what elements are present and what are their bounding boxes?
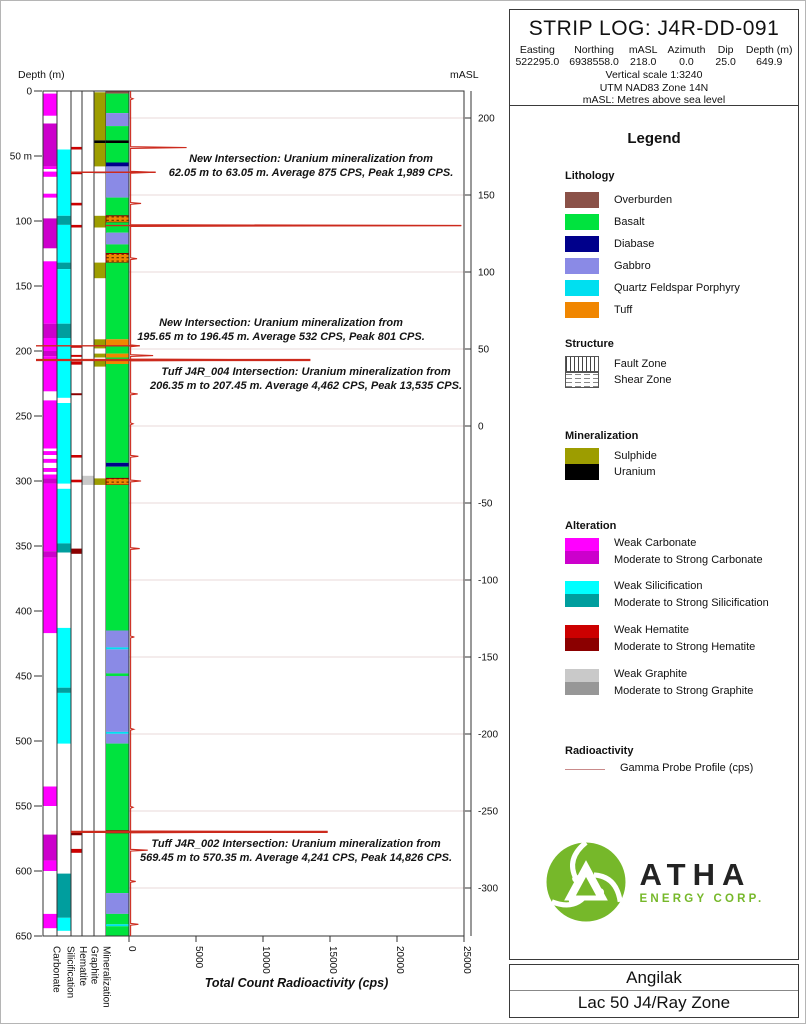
svg-text:-100: -100 bbox=[478, 575, 499, 587]
annotation-intersection-195m: New Intersection: Uranium mineralization from 195.65 m to 196.45 m. Average 532 CPS, Peak 801 CPS. bbox=[137, 317, 425, 343]
svg-text:Graphite: Graphite bbox=[88, 946, 100, 985]
column-labels bbox=[51, 946, 112, 1008]
svg-text:0: 0 bbox=[126, 946, 137, 952]
legend-section-lithology: Lithology bbox=[565, 170, 615, 182]
svg-text:550: 550 bbox=[15, 801, 32, 813]
svg-text:50: 50 bbox=[478, 344, 490, 356]
svg-text:300: 300 bbox=[15, 476, 32, 488]
legend-section-radioactivity: Radioactivity bbox=[565, 745, 634, 757]
project-name: Angilak bbox=[626, 968, 682, 987]
svg-text:Hematite: Hematite bbox=[77, 946, 88, 987]
diabase-swatch bbox=[565, 236, 599, 252]
svg-text:10000: 10000 bbox=[260, 946, 271, 974]
lithology-strip bbox=[43, 91, 464, 936]
silicification-swatch bbox=[565, 581, 599, 607]
masl-axis-title: mASL bbox=[450, 69, 479, 81]
fault-zone-swatch bbox=[565, 356, 599, 372]
depth-axis-title: Depth (m) bbox=[18, 69, 65, 81]
legend-item-gamma: Gamma Probe Profile (cps) bbox=[510, 760, 798, 778]
radioactivity-axis bbox=[126, 936, 472, 974]
svg-text:25000: 25000 bbox=[461, 946, 472, 974]
annotation-leader-lines bbox=[36, 172, 328, 832]
svg-text:200: 200 bbox=[478, 113, 495, 125]
carbonate-swatch bbox=[565, 538, 599, 564]
svg-text:450: 450 bbox=[15, 671, 32, 683]
svg-text:-150: -150 bbox=[478, 652, 499, 664]
svg-text:650: 650 bbox=[15, 931, 32, 943]
graphite-swatch bbox=[565, 669, 599, 695]
svg-text:400: 400 bbox=[15, 606, 32, 618]
legend-title: Legend bbox=[627, 130, 681, 147]
gamma-probe-profile bbox=[106, 91, 461, 936]
basalt-swatch bbox=[565, 214, 599, 230]
hematite-swatch bbox=[565, 625, 599, 651]
annotation-intersection-569m: Tuff J4R_002 Intersection: Uranium mineralization from 569.45 m to 570.35 m. Average 4,241 CPS, Peak 14,826 CPS. bbox=[139, 838, 453, 864]
gamma-line-sample bbox=[565, 769, 605, 770]
footer-title-block bbox=[509, 964, 799, 1018]
svg-text:500: 500 bbox=[15, 736, 32, 748]
annotation-intersection-206m: Tuff J4R_004 Intersection: Uranium mineralization from 206.35 m to 207.45 m. Average 4,462 CPS, Peak 13,535 CPS. bbox=[149, 366, 463, 392]
info-panel: STRIP LOG: J4R-DD-091 Easting 522295.0 Northing 6938558.0 mASL 218.0 Azimuth 0.0 Dip 25.0 Depth (m) 649.9 Vertical scale 1:3240 UTM NAD83 Zone 14N mASL: Metres above sea level Legend Lithology Overburden Basalt Diabase Gabbro Quartz Feldspar Porphyry Tuff Structure Fault Zone Shear Zone Mineralization Sulphide Uranium Alteration Weak Carbonate Moderate to Strong Carbonate Weak Silicification Moderate to Strong Silicification Weak Hematite Moderate to Strong Hematite Weak Graphite Moderate to Strong Graphite Radioactivity Gamma Probe Profile (cps) ATHA ENERGY CORP. bbox=[509, 9, 799, 960]
svg-text:15000: 15000 bbox=[327, 946, 338, 974]
sulphide-swatch bbox=[565, 448, 599, 464]
shear-zone-swatch bbox=[565, 372, 599, 388]
masl-axis bbox=[465, 91, 498, 936]
svg-text:0: 0 bbox=[26, 86, 32, 98]
qfp-swatch bbox=[565, 280, 599, 296]
svg-text:-200: -200 bbox=[478, 729, 499, 741]
collar-table: Easting 522295.0 Northing 6938558.0 mASL 218.0 Azimuth 0.0 Dip 25.0 Depth (m) 649.9 bbox=[515, 44, 793, 68]
atha-logo-text: ATHA ENERGY CORP. bbox=[639, 857, 765, 905]
svg-text:100: 100 bbox=[478, 267, 495, 279]
map-notes: Vertical scale 1:3240 UTM NAD83 Zone 14N mASL: Metres above sea level bbox=[582, 69, 726, 106]
svg-text:-250: -250 bbox=[478, 806, 499, 818]
atha-logo bbox=[510, 840, 798, 924]
alteration-columns bbox=[43, 91, 106, 936]
page-title: STRIP LOG: J4R-DD-091 bbox=[528, 17, 780, 40]
annotation-intersection-62m: New Intersection: Uranium mineralization from 62.05 m to 63.05 m. Average 875 CPS, Peak 1,989 CPS. bbox=[168, 153, 454, 179]
svg-text:Mineralization: Mineralization bbox=[100, 946, 112, 1008]
svg-text:0: 0 bbox=[478, 421, 484, 433]
svg-text:50 m: 50 m bbox=[9, 151, 32, 163]
legend-section-alteration: Alteration bbox=[565, 520, 617, 532]
tuff-swatch bbox=[565, 302, 599, 318]
uranium-swatch bbox=[565, 464, 599, 480]
svg-text:Silicification: Silicification bbox=[64, 946, 76, 999]
svg-text:150: 150 bbox=[478, 190, 495, 202]
overburden-swatch bbox=[565, 192, 599, 208]
svg-text:600: 600 bbox=[15, 866, 32, 878]
svg-text:250: 250 bbox=[15, 411, 32, 423]
legend-section-structure: Structure bbox=[565, 338, 614, 350]
atha-logo-mark bbox=[544, 840, 628, 924]
svg-text:-300: -300 bbox=[478, 883, 499, 895]
legend-section-mineralization: Mineralization bbox=[565, 430, 639, 442]
depth-axis bbox=[10, 87, 42, 943]
svg-text:200: 200 bbox=[15, 346, 32, 358]
svg-text:150: 150 bbox=[15, 281, 32, 293]
gabbro-swatch bbox=[565, 258, 599, 274]
footer-divider bbox=[510, 990, 798, 991]
svg-text:20000: 20000 bbox=[394, 946, 405, 974]
masl-gridlines bbox=[129, 118, 471, 888]
svg-text:350: 350 bbox=[15, 541, 32, 553]
plot-frame bbox=[129, 91, 464, 936]
svg-text:Carbonate: Carbonate bbox=[50, 946, 62, 993]
zone-name: Lac 50 J4/Ray Zone bbox=[577, 993, 731, 1012]
svg-text:-50: -50 bbox=[478, 498, 493, 510]
x-axis-title: Total Count Radioactivity (cps) bbox=[204, 976, 389, 990]
svg-text:5000: 5000 bbox=[193, 946, 204, 969]
svg-text:100: 100 bbox=[15, 216, 32, 228]
